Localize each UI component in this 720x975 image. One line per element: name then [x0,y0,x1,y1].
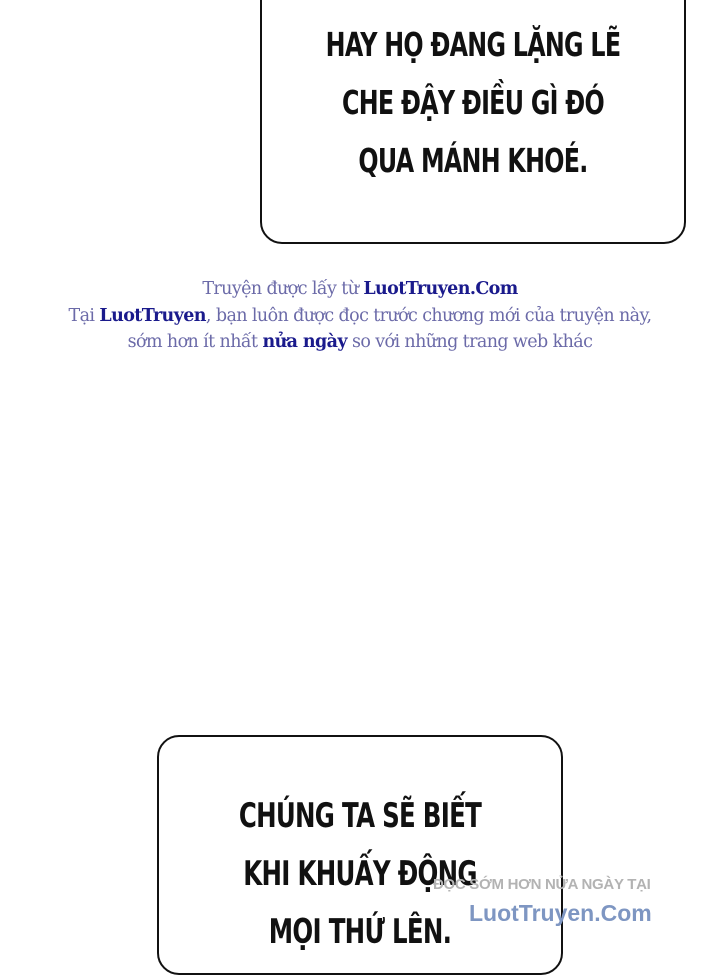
site-link[interactable]: LuotTruyen.Com [363,279,518,299]
watermark-site: LuotTruyen.Com [469,900,652,926]
bubble-line: CHÚNG TA SẼ BIẾT [238,796,482,836]
speech-bubble-bottom [157,735,563,975]
credit-line-2 [0,303,720,330]
speech-bubble-top [260,0,686,244]
bubble-line: HAY HỌ ĐANG LẶNG LẼ [325,25,621,64]
bubble-line: MỌI THỨ LÊN. [268,912,452,952]
bubble-line: QUA MÁNH KHOÉ. [358,141,588,180]
bubble-text-bottom [215,787,504,961]
credit-text: Tại [68,305,100,326]
bubble-line: CHE ĐẬY ĐIỀU GÌ ĐÓ [342,83,604,122]
bubble-line: KHI KHUẤY ĐỘNG [243,854,477,894]
credit-text: Truyện được lấy từ [202,279,364,299]
credit-line-3 [0,329,720,356]
credit-text: so với những trang web khác [346,332,593,352]
watermark-tagline: ĐỌC SỚM HƠN NỬA NGÀY TẠI [433,876,651,893]
site-name: LuotTruyen [99,305,206,326]
credit-line-1 [0,276,720,303]
source-credit [0,276,720,356]
credit-text: sớm hơn ít nhất [127,332,263,352]
bubble-text-top [321,16,625,190]
credit-text: , bạn luôn được đọc trước chương mới của truyện này, [205,305,652,326]
credit-emphasis: nửa ngày [262,332,347,352]
